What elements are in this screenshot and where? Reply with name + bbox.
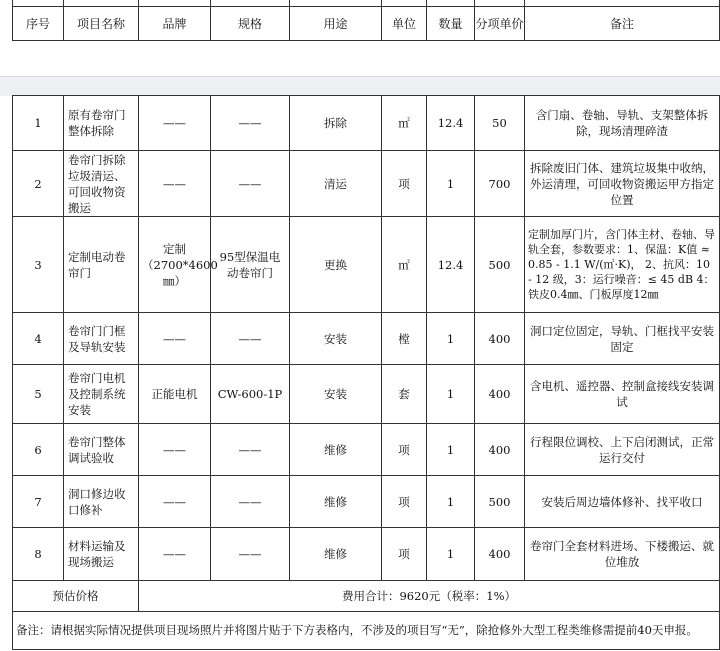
row-use: 维修 — [290, 476, 382, 528]
row-no: 6 — [13, 424, 64, 476]
row-no: 4 — [13, 313, 64, 365]
header-table — [12, 0, 720, 41]
row-use: 维修 — [290, 528, 382, 581]
estimate-label: 预估价格 — [13, 581, 139, 612]
row-spec: CW-600-1P — [211, 365, 290, 424]
row-name: 卷帘门拆除垃圾清运、可回收物资搬运 — [64, 151, 139, 217]
table-row — [13, 424, 720, 476]
row-price: 400 — [475, 424, 525, 476]
row-qty: 1 — [427, 424, 475, 476]
row-unit: ㎡ — [382, 96, 427, 151]
row-unit: 项 — [382, 424, 427, 476]
row-spec: —— — [211, 151, 290, 217]
table-row — [13, 528, 720, 581]
row-no: 8 — [13, 528, 64, 581]
row-brand: —— — [139, 528, 211, 581]
summary-row — [13, 581, 720, 612]
row-price: 400 — [475, 528, 525, 581]
row-use: 维修 — [290, 424, 382, 476]
row-qty: 1 — [427, 313, 475, 365]
row-unit: 项 — [382, 151, 427, 217]
table-row — [13, 365, 720, 424]
table-row — [13, 313, 720, 365]
row-brand: —— — [139, 424, 211, 476]
row-spec: —— — [211, 476, 290, 528]
row-spec: 95型保温电动卷帘门 — [211, 217, 290, 313]
row-note: 含电机、遥控器、控制盒接线安装调试 — [525, 365, 720, 424]
row-use: 安装 — [290, 313, 382, 365]
row-qty: 1 — [427, 528, 475, 581]
row-note: 含门扇、卷轴、导轨、支架整体拆除，现场清理碎渣 — [525, 96, 720, 151]
header-name: 项目名称 — [64, 7, 139, 41]
row-name: 定制电动卷帘门 — [64, 217, 139, 313]
row-no: 5 — [13, 365, 64, 424]
row-price: 500 — [475, 476, 525, 528]
row-use: 拆除 — [290, 96, 382, 151]
row-no: 3 — [13, 217, 64, 313]
remark-text: 备注：请根据实际情况提供项目现场照片并将图片贴于下方表格内，不涉及的项目写“无”，除抢修外大型工程类维修需提前40天申报。 — [13, 612, 720, 650]
header-note: 备注 — [525, 7, 720, 41]
row-qty: 1 — [427, 476, 475, 528]
row-spec: —— — [211, 424, 290, 476]
row-no: 2 — [13, 151, 64, 217]
row-note: 卷帘门全套材料进场、下楼搬运、就位堆放 — [525, 528, 720, 581]
row-spec: —— — [211, 96, 290, 151]
header-qty: 数量 — [427, 7, 475, 41]
row-use: 更换 — [290, 217, 382, 313]
row-no: 1 — [13, 96, 64, 151]
row-use: 安装 — [290, 365, 382, 424]
row-price: 400 — [475, 313, 525, 365]
row-name: 卷帘门整体调试验收 — [64, 424, 139, 476]
items-table — [12, 95, 720, 650]
row-name: 卷帘门门框及导轨安装 — [64, 313, 139, 365]
row-brand: —— — [139, 96, 211, 151]
row-no: 7 — [13, 476, 64, 528]
row-name: 卷帘门电机及控制系统安装 — [64, 365, 139, 424]
row-unit: ㎡ — [382, 217, 427, 313]
page-break-separator — [0, 76, 720, 96]
row-brand: —— — [139, 476, 211, 528]
total-cost: 费用合计：9620元（税率：1%） — [139, 581, 720, 612]
row-price: 500 — [475, 217, 525, 313]
row-name: 原有卷帘门整体拆除 — [64, 96, 139, 151]
row-note: 定制加厚门片，含门体主材、卷轴、导轨全套，参数要求：1、保温：K值 ≈ 0.85 - 1.1 W/(㎡·K)， 2、抗风：10 - 12 级，3：运行噪音：≤ 45 dB 4：铁皮0.4㎜、门板厚度12㎜ — [525, 217, 720, 313]
row-unit: 套 — [382, 365, 427, 424]
row-unit: 项 — [382, 476, 427, 528]
row-brand: —— — [139, 151, 211, 217]
row-name: 洞口修边收口修补 — [64, 476, 139, 528]
row-price: 400 — [475, 365, 525, 424]
row-note: 洞口定位固定，导轨、门框找平安装固定 — [525, 313, 720, 365]
row-qty: 1 — [427, 151, 475, 217]
table-row — [13, 476, 720, 528]
row-qty: 12.4 — [427, 217, 475, 313]
header-spec: 规格 — [211, 7, 290, 41]
row-unit: 樘 — [382, 313, 427, 365]
row-spec: —— — [211, 528, 290, 581]
row-name: 材料运输及现场搬运 — [64, 528, 139, 581]
row-brand: —— — [139, 313, 211, 365]
row-price: 50 — [475, 96, 525, 151]
row-spec: —— — [211, 313, 290, 365]
row-brand: 定制（2700*4600㎜） — [139, 217, 211, 313]
table-row — [13, 96, 720, 151]
header-use: 用途 — [290, 7, 382, 41]
row-brand: 正能电机 — [139, 365, 211, 424]
table-row — [13, 151, 720, 217]
header-price: 分项单价 — [475, 7, 525, 41]
row-use: 清运 — [290, 151, 382, 217]
remark-row — [13, 612, 720, 650]
table-row — [13, 217, 720, 313]
row-note: 拆除废旧门体、建筑垃圾集中收纳，外运清理，可回收物资搬运甲方指定位置 — [525, 151, 720, 217]
header-brand: 品牌 — [139, 7, 211, 41]
header-unit: 单位 — [382, 7, 427, 41]
row-note: 行程限位调校、上下启闭测试，正常运行交付 — [525, 424, 720, 476]
row-price: 700 — [475, 151, 525, 217]
header-no: 序号 — [13, 7, 64, 41]
row-unit: 项 — [382, 528, 427, 581]
row-qty: 1 — [427, 365, 475, 424]
row-qty: 12.4 — [427, 96, 475, 151]
row-note: 安装后周边墙体修补、找平收口 — [525, 476, 720, 528]
